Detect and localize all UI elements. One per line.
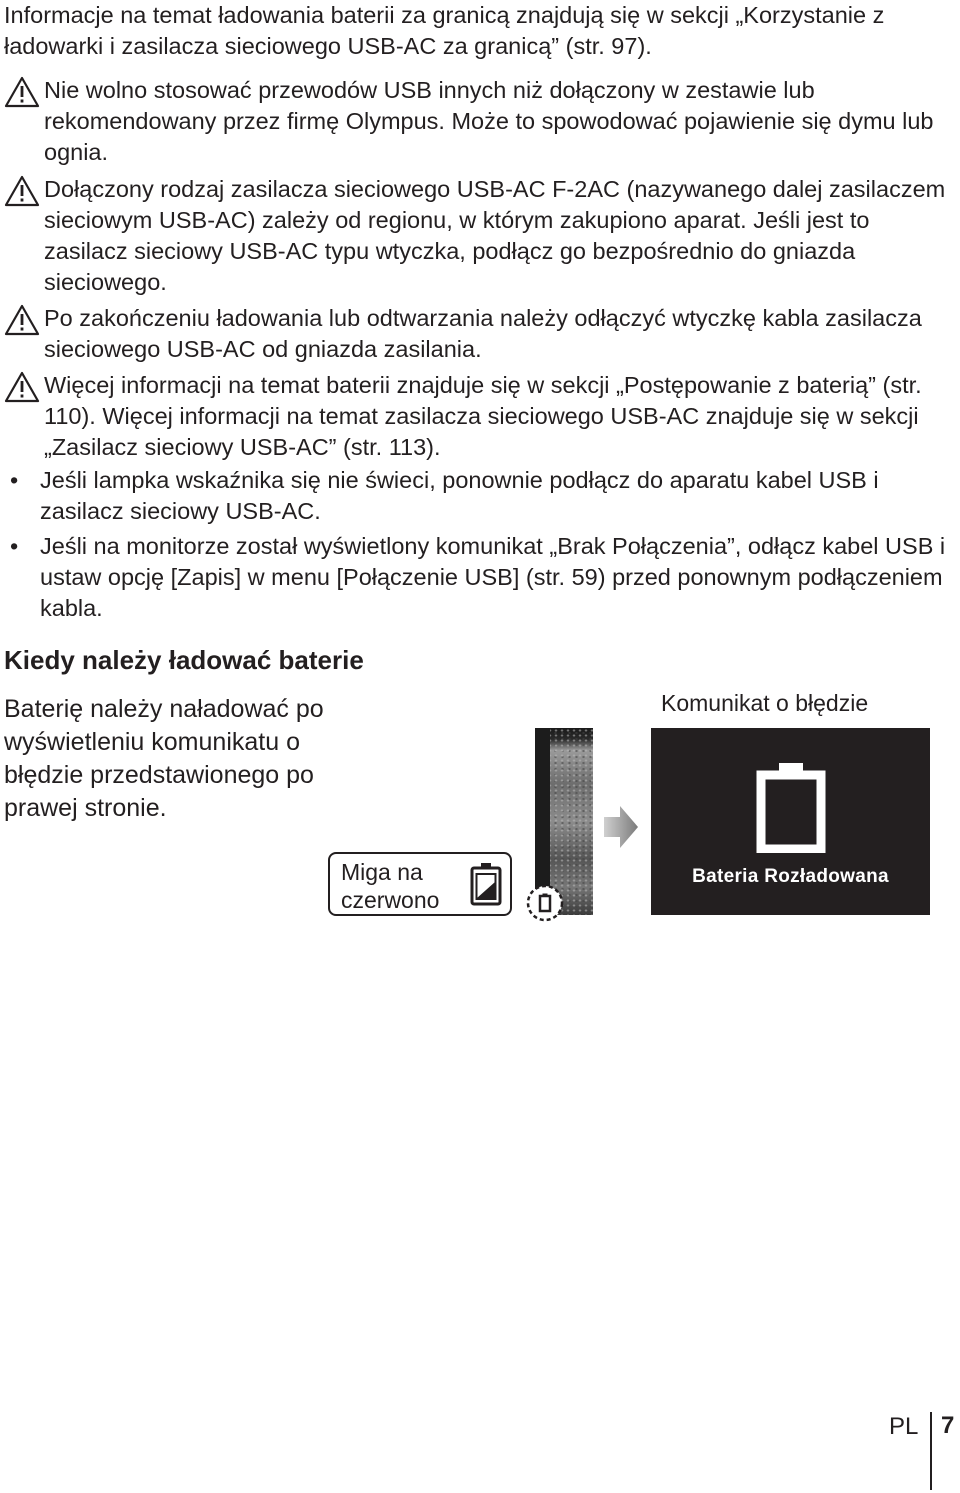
warning-more-info <box>4 370 954 463</box>
section-heading: Kiedy należy ładować baterie <box>4 645 364 675</box>
page-number: 7 <box>941 1412 955 1439</box>
warning-unplug <box>4 303 954 365</box>
bullet-item <box>10 465 950 527</box>
charge-instruction: Baterię należy naładować po wyświetleniu komunikatu o błędzie przedstawionego po prawej stronie. <box>4 695 324 822</box>
warning-icon <box>4 175 40 207</box>
intro-paragraph: Informacje na temat ładowania baterii za granicą znajdują się w sekcji „Korzystanie z ładowarki i zasilacza sieciowego USB-AC za granicą” (str. 97). <box>4 2 885 59</box>
warning-icon <box>4 76 40 108</box>
callout-line-2: czerwono <box>341 887 440 913</box>
warning-text: Nie wolno stosować przewodów USB innych niż dołączony w zestawie lub rekomendowany przez firmę Olympus. Może to spowodować pojawienie się dymu lub ognia. <box>44 77 934 165</box>
battery-empty-icon <box>755 761 827 853</box>
warning-icon <box>4 304 40 336</box>
bullet-text: Jeśli lampka wskaźnika się nie świeci, ponownie podłącz do aparatu kabel USB i zasilacz sieciowy USB-AC. <box>40 467 879 524</box>
blinking-battery-icon <box>525 883 565 923</box>
bullet-item <box>10 531 950 624</box>
footer-language: PL <box>889 1413 919 1440</box>
callout-line-1: Miga na <box>341 859 423 885</box>
warning-icon <box>4 371 40 403</box>
battery-exhausted-message: Bateria Rozładowana <box>692 866 889 887</box>
error-message-title: Komunikat o błędzie <box>661 690 869 716</box>
warning-text: Więcej informacji na temat baterii znajduje się w sekcji „Postępowanie z baterią” (str. 110). Więcej informacji na temat zasilacza sieciowego USB-AC znajduje się w sekcji „Zasilacz sieciowy USB-AC” (str. 113). <box>44 372 922 460</box>
bullet-text: Jeśli na monitorze został wyświetlony komunikat „Brak Połączenia”, odłącz kabel USB i ustaw opcję [Zapis] w menu [Połączenie USB] (str. 59) przed ponownym podłączeniem kabla. <box>40 533 946 621</box>
error-screen <box>651 728 930 915</box>
battery-icon <box>470 862 502 906</box>
warning-text: Po zakończeniu ładowania lub odtwarzania należy odłączyć wtyczkę kabla zasilacza sieciowego USB-AC od gniazda zasilania. <box>44 305 922 362</box>
footer-divider <box>930 1412 932 1490</box>
arrow-right-icon <box>604 806 638 848</box>
blink-callout <box>328 852 512 916</box>
bullet-symbol: • <box>10 467 19 493</box>
warning-usb-cables <box>4 75 954 168</box>
warning-text: Dołączony rodzaj zasilacza sieciowego USB-AC F-2AC (nazywanego dalej zasilaczem sieciowym USB-AC) zależy od regionu, w którym zakupiono aparat. Jeśli jest to zasilacz sieciowy USB-AC typu wtyczka, podłącz go bezpośrednio do gniazda sieciowego. <box>44 176 946 295</box>
bullet-symbol: • <box>10 533 19 559</box>
callout-text <box>341 858 439 914</box>
warning-adapter-type <box>4 174 954 298</box>
